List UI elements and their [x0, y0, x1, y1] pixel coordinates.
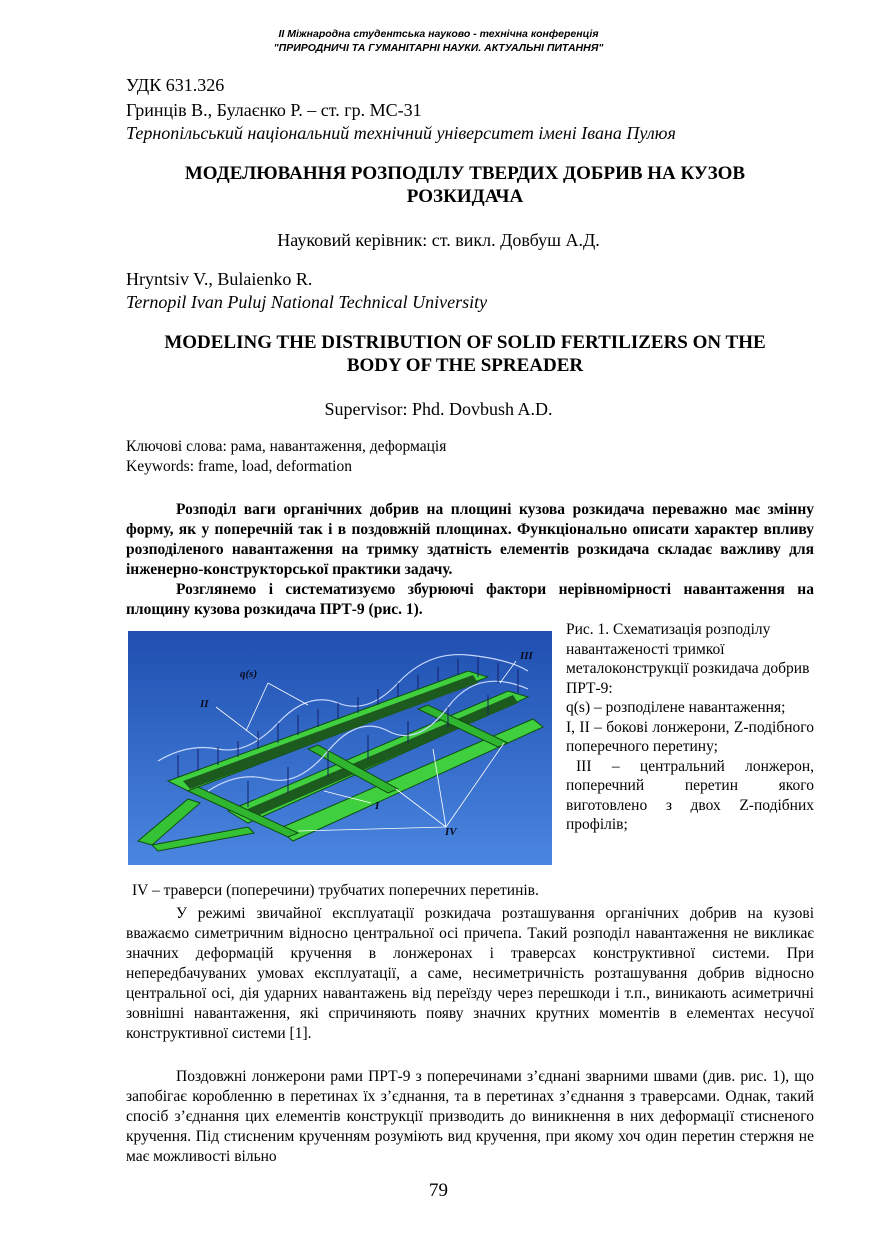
affiliation-ua: Тернопільський національний технічний університет імені Івана Пулюя	[126, 123, 676, 143]
title-en-line2: BODY OF THE SPREADER	[346, 355, 584, 376]
supervisor-en: Supervisor: Phd. Dovbush A.D.	[324, 399, 553, 419]
title-en	[110, 331, 820, 377]
supervisor-ua: Науковий керівник: ст. викл. Довбуш А.Д.	[277, 230, 600, 250]
affiliation-en: Ternopil Ivan Puluj National Technical University	[126, 292, 488, 312]
caption-side-beams: I, II – бокові лонжерони, Z-подібного поперечного перетину;	[566, 718, 814, 755]
body-paragraph-1: У режимі звичайної експлуатації розкидача розташування органічних добрив на кузові вважаємо симетричним відносно центральної осі причепа. Такий розподіл навантаження не викликає значних деформацій кручення в лонжеронах і траверсах конструктивної системи. При непередбачуваних умовах експлуатації, а саме, несиметричність розташування добрив відносно центральної осі, дія ударних навантажень від переїзду через перешкоди і т.п., виникають асиметричні зовнішні навантаження, які спричиняють появу значних крутних моментів в елементах несучої конструктивної системи [1].	[126, 905, 814, 1042]
figure-caption	[566, 620, 814, 835]
authors-ua: Гринців В., Булаєнко Р. – ст. гр. МС-31	[126, 100, 422, 120]
conference-header-line2: "ПРИРОДНИЧІ ТА ГУМАНІТАРНІ НАУКИ. АКТУАЛЬНІ ПИТАННЯ"	[273, 42, 604, 54]
label-iv: IV	[445, 826, 457, 838]
caption-central-beam: III – центральний лонжерон, поперечний перетин якого виготовлено з двох Z-подібних профілів;	[566, 757, 814, 833]
abstract-paragraph-2: Розглянемо і систематизуємо збурюючі фактори нерівномірності навантаження на площину кузова розкидача ПРТ-9 (рис. 1).	[126, 581, 814, 618]
body-paragraph-2: Поздовжні лонжерони рами ПРТ-9 з поперечинами з’єднані зварними швами (див. рис. 1), що запобігає коробленню в перетинах їх з’єднання, та в перетинах з’єднання з траверсами. Однак, такий спосіб з’єднання цих елементів конструкції призводить до виникнення в них деформації стисненого кручення. Під стисненим крученням розуміють вид кручення, при якому хоч один перетин стержня не має можливості вільно	[126, 1068, 814, 1165]
authors-en: Hryntsiv V., Bulaienko R.	[126, 269, 313, 289]
label-q: q(s)	[240, 668, 258, 680]
caption-title: Рис. 1. Схематизація розподілу навантаженості тримкої металоконструкції розкидача добрив ПРТ-9:	[566, 621, 810, 697]
caption-qs: q(s) – розподілене навантаження;	[566, 699, 786, 716]
keywords-en: Keywords: frame, load, deformation	[126, 458, 352, 475]
title-ua	[110, 162, 820, 208]
label-iii: III	[520, 650, 533, 662]
caption-traverses: IV – траверси (поперечини) трубчатих поперечних перетинів.	[132, 882, 539, 899]
keywords-ua: Ключові слова: рама, навантаження, деформація	[126, 438, 447, 455]
frame-load-illustration	[128, 631, 552, 865]
title-ua-line2: РОЗКИДАЧА	[406, 186, 524, 207]
page-number: 79	[429, 1180, 448, 1201]
abstract-paragraph-1: Розподіл ваги органічних добрив на площині кузова розкидача переважно має змінну форму, як у поперечній так і в поздовжній площинах. Функціонально описати характер впливу розподіленого навантаження на тримку здатність елементів розкидача складає важливу для інженерно-конструкторської практики задачу.	[126, 501, 814, 578]
title-ua-line1: МОДЕЛЮВАННЯ РОЗПОДІЛУ ТВЕРДИХ ДОБРИВ НА КУЗОВ	[184, 163, 746, 184]
label-ii: II	[200, 698, 209, 710]
udk-code: УДК 631.326	[126, 75, 225, 95]
title-en-line1: MODELING THE DISTRIBUTION OF SOLID FERTILIZERS ON THE	[164, 332, 766, 353]
conference-header-line1: II Міжнародна студентська науково - технічна конференція	[278, 28, 599, 40]
figure-frame-diagram	[128, 631, 552, 865]
label-i: I	[375, 800, 380, 812]
